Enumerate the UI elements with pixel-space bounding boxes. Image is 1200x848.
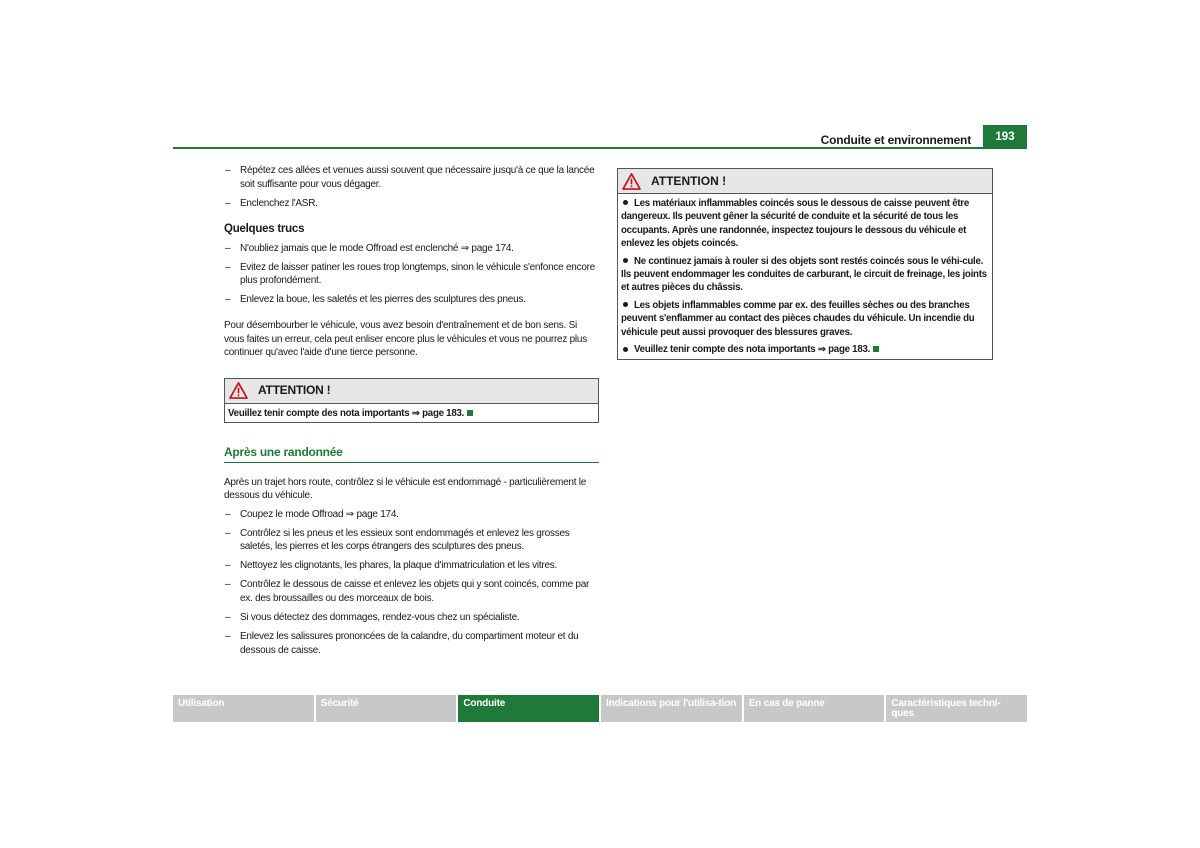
list-item: – Contrôlez si les pneus et les essieux sont endommagés et enlevez les grosses saletés, les pierres et les corps étrangers des sculptures des pneus. [224, 527, 599, 554]
chapter-title: Conduite et environnement [820, 133, 971, 147]
list-item: – Répétez ces allées et venues aussi souvent que nécessaire jusqu'à ce que la lancée soit suffisante pour vous dégager. [224, 164, 599, 191]
warning-title: ATTENTION ! [651, 174, 727, 188]
bullet-icon [623, 302, 628, 307]
warning-bullet [621, 197, 989, 251]
warning-body [225, 404, 598, 422]
tab-securite[interactable]: Sécurité [316, 695, 457, 722]
list-item: – Enlevez les salissures prononcées de la calandre, du compartiment moteur et du dessous de caisse. [224, 630, 599, 657]
list-item: – N'oubliez jamais que le mode Offroad est enclenché ⇒ page 174. [224, 242, 599, 256]
left-column [224, 164, 599, 663]
list-item: – Enlevez la boue, les saletés et les pierres des sculptures des pneus. [224, 293, 599, 307]
warning-triangle-icon [622, 173, 641, 190]
end-square-icon [873, 346, 879, 352]
page-number: 193 [983, 125, 1027, 149]
warning-bullet [621, 343, 989, 356]
bullet-icon [623, 258, 628, 263]
chapter-tabs [173, 695, 1027, 722]
tips-heading: Quelques trucs [224, 223, 305, 236]
warning-header [225, 379, 598, 404]
warning-bullet-text: Les matériaux inflammables coincés sous le dessous de caisse peuvent être dangereux. Ils peuvent gêner la sécurité de conduite et la sécurité de tous les occupants. Après une randonnée, inspectez toujours le dessous du véhicule et enlevez les objets coincés. [621, 198, 969, 250]
tab-utilisation[interactable]: Utilisation [173, 695, 314, 722]
warning-bullet-text: Veuillez tenir compte des nota importants ⇒ page 183. [634, 344, 871, 356]
end-square-icon [467, 410, 473, 416]
list-item: – Contrôlez le dessous de caisse et enlevez les objets qui y sont coincés, comme par ex. des broussailles ou des morceaux de bois. [224, 578, 599, 605]
list-item: – Coupez le mode Offroad ⇒ page 174. [224, 508, 599, 522]
warning-bullet-text: Ne continuez jamais à rouler si des objets sont restés coincés sous le véhi-cule. Ils peuvent endommager les conduites de carburant, le circuit de freinage, les joints et autres pièces du châssis. [621, 255, 987, 294]
warning-bullet [621, 255, 989, 295]
tips-paragraph: Pour désembourber le véhicule, vous avez besoin d'entraînement et de bon sens. Si vous faites un erreur, cela peut enliser encore plus le véhicules et vous ne pourrez plus continuer qu'avec l'aide d'une tierce personne. [224, 319, 587, 359]
warning-bullet-text: Les objets inflammables comme par ex. des feuilles sèches ou des branches peuvent s'enflammer au contact des pièces chaudes du véhicule. Un incendie du véhicule peut aussi provoquer des blessures graves. [621, 299, 975, 338]
list-item: – Si vous détectez des dommages, rendez-vous chez un spécialiste. [224, 611, 599, 625]
section-paragraph: Après un trajet hors route, contrôlez si le véhicule est endommagé - particulièrement le dessous du véhicule. [224, 476, 587, 502]
warning-text: Veuillez tenir compte des nota importants ⇒ page 183. [228, 407, 465, 419]
bullet-icon [623, 347, 628, 352]
warning-box [224, 378, 599, 423]
bullet-icon [623, 200, 628, 205]
tab-en-cas-de-panne[interactable]: En cas de panne [744, 695, 885, 722]
list-item: – Nettoyez les clignotants, les phares, la plaque d'immatriculation et les vitres. [224, 559, 599, 573]
warning-body [618, 194, 992, 359]
header-rule [173, 147, 983, 149]
warning-bullet [621, 299, 989, 339]
tab-conduite[interactable]: Conduite [458, 695, 599, 722]
section-heading: Après une randonnée [224, 446, 599, 463]
right-column [617, 168, 993, 360]
warning-triangle-icon [229, 382, 248, 399]
list-item: – Evitez de laisser patiner les roues trop longtemps, sinon le véhicule s'enfonce encore plus profondément. [224, 261, 599, 288]
tab-caracteristiques[interactable]: Caractéristiques techni-ques [886, 695, 1027, 722]
tab-indications[interactable]: Indications pour l'utilisa-tion [601, 695, 742, 722]
list-item: – Enclenchez l'ASR. [224, 197, 599, 211]
warning-box [617, 168, 993, 360]
warning-title: ATTENTION ! [258, 382, 331, 397]
warning-header [618, 169, 992, 194]
